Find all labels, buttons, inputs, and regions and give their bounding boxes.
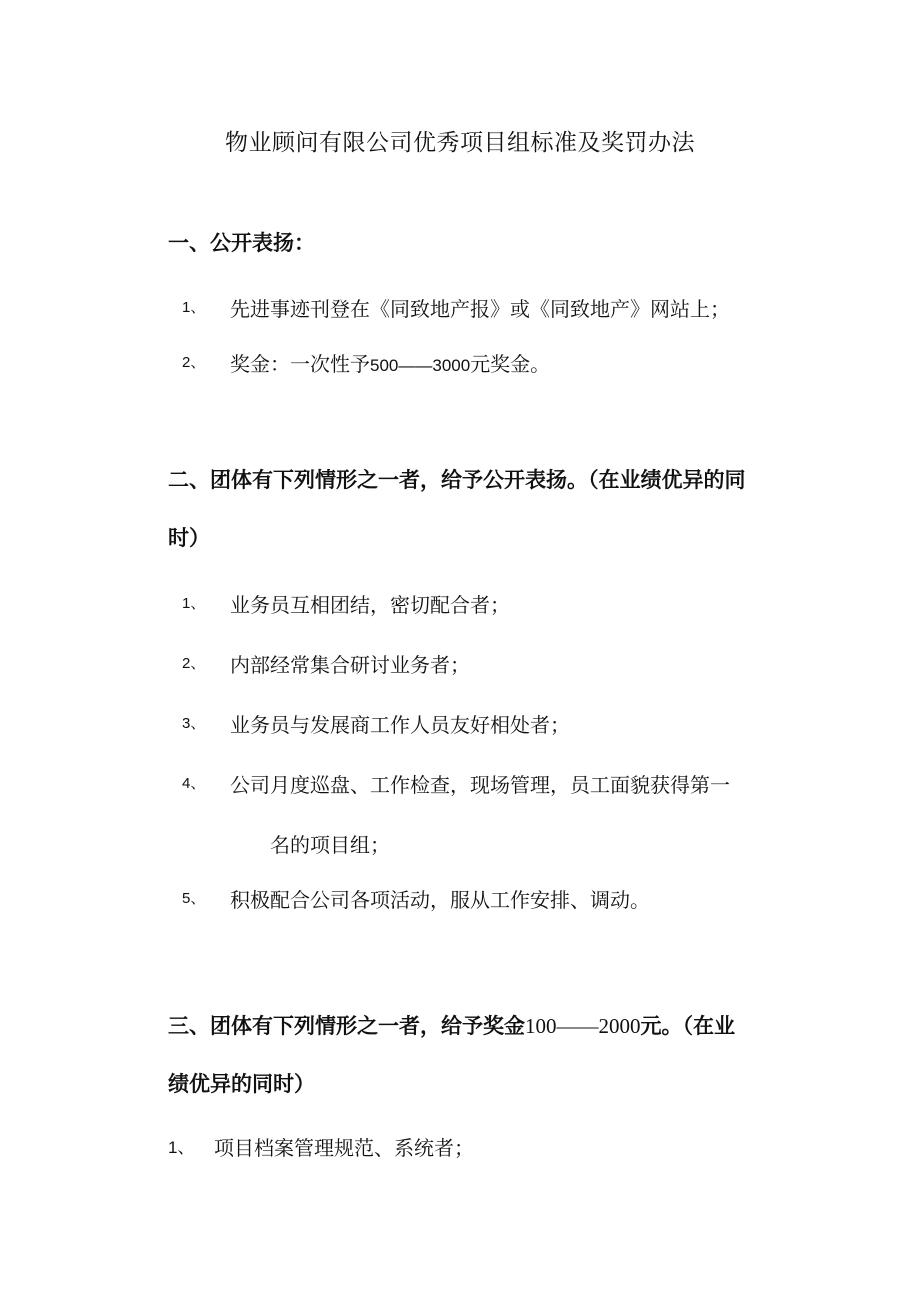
item-number: 2、 — [182, 655, 206, 672]
item-text-part-b: 元奖金。 — [470, 352, 551, 376]
section-3-heading-part-b: 元。（在业 — [640, 1014, 735, 1038]
section-1-heading-text: 一、公开表扬： — [168, 231, 315, 255]
section-2-item-4-continuation: 名的项目组； — [270, 833, 390, 857]
section-2-heading — [168, 465, 778, 581]
item-number: 1、 — [168, 1138, 195, 1157]
document-title: 物业顾问有限公司优秀项目组标准及奖罚办法 — [225, 130, 695, 156]
item-number: 5、 — [182, 890, 206, 907]
item-text: 业务员与发展商工作人员友好相处者； — [230, 713, 570, 737]
section-3-heading-line-2: 绩优异的同时） — [168, 1072, 315, 1096]
item-text: 先进事迹刊登在《同致地产报》或《同致地产》网站上； — [230, 297, 730, 321]
item-text: 业务员互相团结，密切配合者； — [230, 593, 510, 617]
section-3-heading-part-a: 三、团体有下列情形之一者，给予奖金 — [168, 1014, 525, 1038]
item-number: 2、 — [182, 354, 206, 371]
item-text: 公司月度巡盘、工作检查，现场管理，员工面貌获得第一 — [230, 773, 730, 797]
section-3-heading — [168, 1011, 778, 1127]
section-3-heading-line-1 — [168, 1011, 778, 1069]
section-1-heading — [168, 228, 778, 286]
item-text-part-a: 奖金：一次性予 — [230, 352, 370, 376]
item-number: 1、 — [182, 299, 206, 316]
item-number: 3、 — [182, 715, 206, 732]
item-number: 4、 — [182, 775, 206, 792]
item-text: 内部经常集合研讨业务者； — [230, 653, 470, 677]
bonus-amount: 500——3000 — [370, 356, 471, 375]
section-2-heading-line-2: 时） — [168, 526, 210, 550]
item-number: 1、 — [182, 595, 206, 612]
item-text: 积极配合公司各项活动，服从工作安排、调动。 — [230, 888, 650, 912]
section-2-heading-line-1: 二、团体有下列情形之一者，给予公开表扬。（在业绩优异的同 — [168, 468, 746, 492]
section-3-bonus-amount: 100——2000 — [525, 1014, 641, 1038]
item-text: 项目档案管理规范、系统者； — [214, 1136, 474, 1160]
item-text — [230, 348, 550, 377]
